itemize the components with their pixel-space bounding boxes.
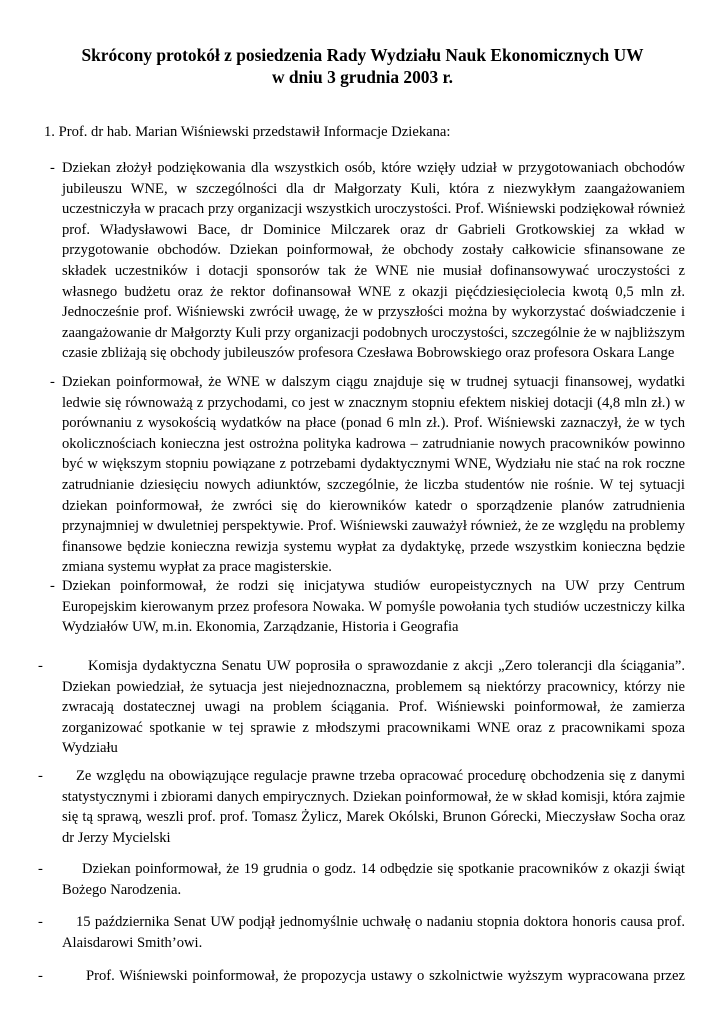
paragraph-line: uczestniczyła w pracach przy organizacji wszystkich uroczystości. Prof. Wiśniewski podziękował również	[62, 201, 685, 218]
paragraph-line	[38, 766, 685, 787]
bullet-dash: -	[38, 658, 43, 674]
line-text: Ze względu na obowiązujące regulacje prawne trzeba opracować procedurę obchodzenia się z danymi	[76, 768, 685, 784]
document-title-line1: Skrócony protokół z posiedzenia Rady Wydziału Nauk Ekonomicznych UW	[81, 45, 644, 65]
paragraph-line: przynajmniej w dwuletniej perspektywie. Prof. Wiśniewski zauważył również, że ze względu na problemy	[62, 518, 685, 535]
paragraph-line: porównaniu z wysokością wydatków na płace (ponad 6 mln zł.). Prof. Wiśniewski zaznaczył, że w tych	[62, 415, 685, 432]
paragraph-line: przygotowanie obchodów. Dziekan poinformował, że obchody zostały całkowicie sfinansowane ze	[62, 242, 685, 259]
paragraph-line: zatrudnianie dziesięciu nowych adiunktów, szczególnie, że liczba studentów nie rośnie. W tej sytuacji	[62, 476, 685, 493]
line-text: 15 października Senat UW podjął jednomyślnie uchwałę o nadaniu stopnia doktora honoris causa prof.	[76, 914, 685, 930]
paragraph-line: być w większym stopniu powiązane z potrzebami dydaktycznymi WNE, Wydziału nie stać na rok roczne	[62, 456, 685, 473]
paragraph-line	[38, 859, 685, 880]
bullet-dash: -	[50, 160, 55, 176]
paragraph-line: jubileuszu WNE, w szczególności dla dr Małgorzaty Kuli, która z niezwykłym zaangażowaniem	[62, 180, 685, 197]
paragraph-line	[38, 966, 685, 987]
line-text: Komisja dydaktyczna Senatu UW poprosiła o sprawozdanie z akcji „Zero tolerancji dla ściągania”.	[88, 658, 685, 674]
intro-paragraph: 1. Prof. dr hab. Marian Wiśniewski przedstawił Informacje Dziekana:	[44, 124, 451, 140]
paragraph-line: Bożego Narodzenia.	[62, 881, 182, 898]
paragraph-line: dziekan poinformował, że zwróci się do kierowników katedr o sporządzenie planów zatrudnienia	[62, 497, 685, 514]
bullet-dash: -	[50, 578, 55, 594]
document-title-line2: w dniu 3 grudnia 2003 r.	[271, 67, 454, 87]
paragraph-line: finansowe będzie konieczna rewizja systemu wypłat za dydaktykę, przede wszystkim konieczna będzie	[62, 538, 685, 555]
line-text: Dziekan poinformował, że WNE w dalszym ciągu znajduje się w trudnej sytuacji finansowej, wydatki	[62, 374, 685, 390]
paragraph-line	[50, 158, 685, 179]
bullet-dash: -	[38, 968, 43, 984]
paragraph-line	[38, 912, 685, 933]
paragraph-line: zaangażowanie dr Małgorzty Kuli przy organizacji podobnych uroczystości, szczególnie że w najbliższym	[62, 324, 685, 341]
paragraph-6	[38, 859, 685, 900]
line-text: Prof. Wiśniewski poinformował, że propozycja ustawy o szkolnictwie wyższym wypracowana przez	[86, 968, 685, 984]
line-text: Dziekan poinformował, że 19 grudnia o godz. 14 odbędzie się spotkanie pracowników z okazji świąt	[82, 861, 685, 877]
paragraph-line: Wydziału	[62, 740, 118, 757]
paragraph-line: ledwie się równoważą z przychodami, co jest w znacznym stopniu efektem niskiej dotacji (4,8 mln zł.) w	[62, 394, 685, 411]
bullet-dash: -	[38, 861, 43, 877]
paragraph-line: własnego budżetu oraz że rektor dofinansował WNE z okazji pięćdziesięciolecia kwotą 0,5 mln zł.	[62, 283, 685, 300]
paragraph-8	[38, 966, 685, 987]
paragraph-line: okolicznościach konieczna jest ostrożna polityka kadrowa – zatrudnianie nowych pracowników powinno	[62, 435, 685, 452]
paragraph-line: Alaisdarowi Smith’owi.	[62, 934, 203, 951]
paragraph-line: Dziekan powiedział, że sytuacja jest niejednoznaczna, problemem są niektórzy pracownicy, którzy nie	[62, 678, 685, 695]
paragraph-line: dr Jerzy Mycielski	[62, 829, 171, 846]
line-text: Dziekan poinformował, że rodzi się inicjatywa studiów europeistycznych na UW przy Centrum	[62, 578, 685, 594]
paragraph-7	[38, 912, 685, 953]
paragraph-line: Jednocześnie prof. Wiśniewski zwrócił uwagę, że w przyszłości można by wykorzystać doświadczenie i	[62, 304, 685, 321]
paragraph-2	[50, 372, 685, 578]
paragraph-line: zorganizować spotkanie w tej sprawie z młodszymi pracownikami WNE oraz z pracownikami spoza	[62, 719, 685, 736]
paragraph-5	[38, 766, 685, 848]
line-text: Dziekan złożył podziękowania dla wszystkich osób, które wzięły udział w przygotowaniach obchodów	[62, 160, 685, 176]
paragraph-4	[38, 656, 685, 759]
paragraph-1	[50, 158, 685, 364]
paragraph-line: Wydziałów UW, m.in. Ekonomia, Zarządzanie, Historia i Geografia	[62, 619, 459, 636]
paragraph-line: prof. Władysławowi Bace, dr Dominice Milczarek oraz dr Gabrieli Grotkowskiej za wkład w	[62, 221, 685, 238]
paragraph-line: zwracają dostatecznej uwagi na problem ściągania. Prof. Wiśniewski poinformował, że zamierza	[62, 699, 685, 716]
paragraph-line	[38, 656, 685, 677]
paragraph-line	[50, 372, 685, 393]
paragraph-3	[50, 576, 685, 638]
bullet-dash: -	[38, 914, 43, 930]
paragraph-line: się tą sprawą, weszli prof. prof. Tomasz Żylicz, Marek Okólski, Brunon Górecki, Mieczysław Socha oraz	[62, 809, 685, 826]
paragraph-line: czasie zbliżają się obchody jubileuszów profesora Czesława Bobrowskiego oraz profesora Oskara Lange	[62, 345, 675, 362]
bullet-dash: -	[38, 768, 43, 784]
paragraph-line: Europejskim kierowanym przez profesora Nowaka. W pomyśle powołania tych studiów uczestniczy kilka	[62, 598, 685, 615]
paragraph-line: zmiana systemu wypłat za prace magisterskie.	[62, 559, 332, 576]
bullet-dash: -	[50, 374, 55, 390]
paragraph-line	[50, 576, 685, 597]
paragraph-line: składek uczestników i dotacji sponsorów tak że WNE nie musiał dofinansowywać uroczystości z	[62, 262, 685, 279]
paragraph-line: statystycznymi i zbiorami danych empirycznych. Dziekan poinformował, że w skład komisji, która zajmie	[62, 788, 685, 805]
